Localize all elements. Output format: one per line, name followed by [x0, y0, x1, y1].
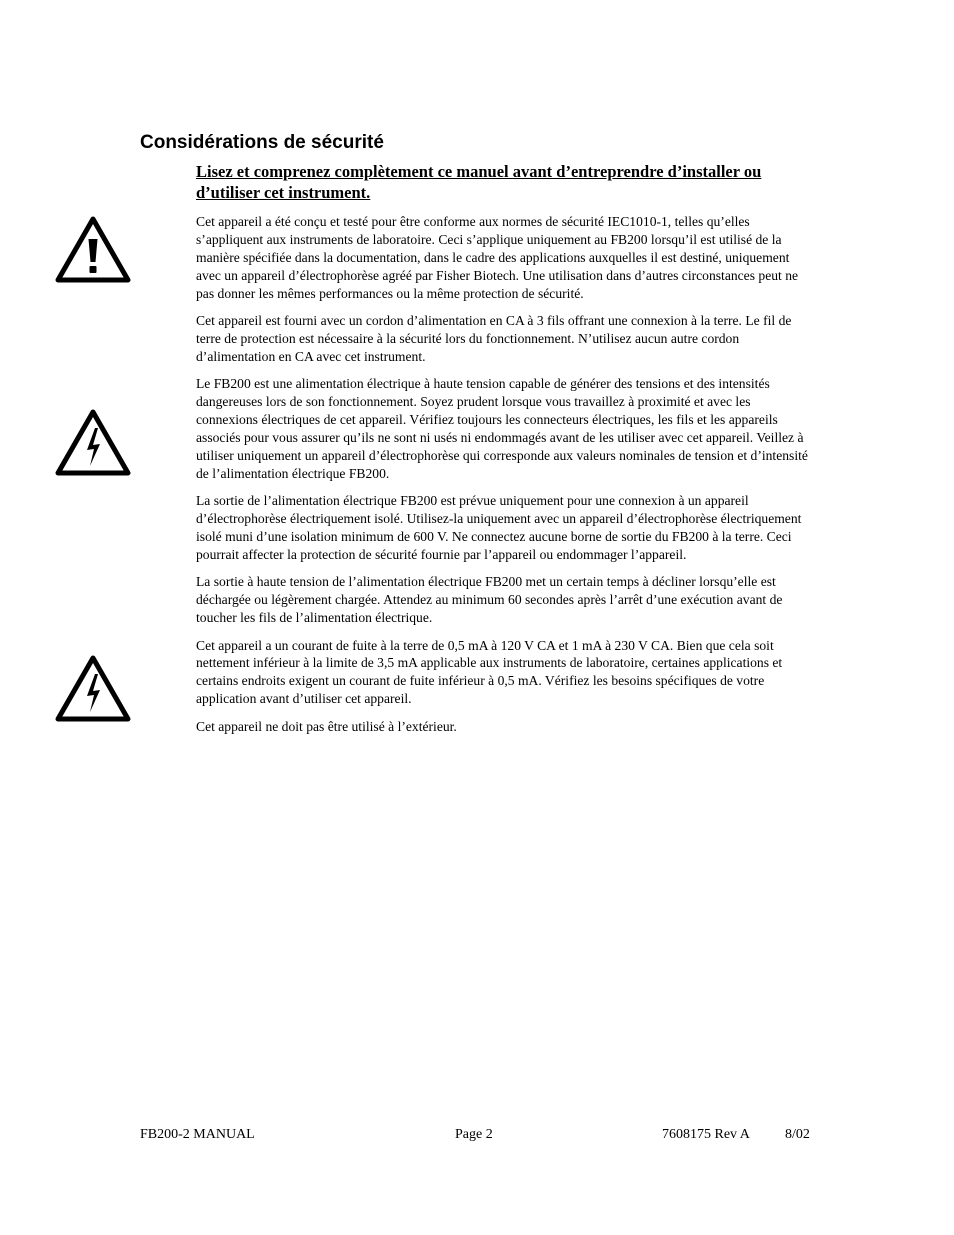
paragraph: Le FB200 est une alimentation électrique à haute tension capable de générer des tensions et des intensités dangereuses lors de son fonctionnement. Soyez prudent lorsque vous travaillez à proximité et avec les connexions électriques de cet appareil. Vérifiez toujours les connecteurs électriques, les fils et les appareils associés pour vous assurer qu’ils ne sont ni usés ni endommagés avant de les utiliser avec cet appareil. Veillez à utiliser uniquement un appareil d’électrophorèse qui corresponde aux valeurs nominales de tension et d’intensité de l’alimentation électrique FB200.: [196, 376, 808, 481]
footer-page-number: Page 2: [455, 1127, 493, 1142]
caution-icon: [54, 215, 132, 285]
paragraph: La sortie de l’alimentation électrique FB200 est prévue uniquement pour une connexion à un appareil d’électrophorèse électriquement isolé. Utilisez-la uniquement avec un appareil d’électrophorèse électriquement isolé muni d’une isolation minimum de 600 V. Ne connectez aucune borne de sortie du FB200 à la terre. Ceci pourrait affecter la protection de sécurité fournie par l’appareil ou endommager l’appareil.: [196, 493, 802, 562]
paragraph: Cet appareil est fourni avec un cordon d’alimentation en CA à 3 fils offrant une connexion à la terre. Le fil de terre de protection est nécessaire à la sécurité lors du fonctionnement. N’utilisez aucun autre cordon d’alimentation en CA avec cet instrument.: [196, 313, 792, 364]
footer-date: 8/02: [785, 1127, 810, 1142]
footer-document-code: 7608175 Rev A: [662, 1127, 750, 1142]
page-title: Considérations de sécurité: [140, 132, 384, 153]
page-footer: [140, 1125, 814, 1145]
safety-body: [196, 213, 814, 745]
high-voltage-icon: [54, 654, 132, 724]
paragraph: Cet appareil a été conçu et testé pour être conforme aux normes de sécurité IEC1010-1, telles qu’elles s’appliquent aux instruments de laboratoire. Ceci s’applique uniquement au FB200 lorsqu’il est utilisé de la manière spécifiée dans la documentation, dans le cadre des applications auxquelles il est destiné, uniquement avec un appareil d’électrophorèse agréé par Fisher Biotech. Une utilisation dans d’autres circonstances peut ne pas donner les mêmes performances ou la même protection de sécurité.: [196, 214, 799, 301]
paragraph: Cet appareil a un courant de fuite à la terre de 0,5 mA à 120 V CA et 1 mA à 230 V CA. Bien que cela soit nettement inférieur à la limite de 3,5 mA applicable aux instruments de laboratoire, certaines applications et certains endroits exigent un courant de fuite inférieur à 0,5 mA. Vérifiez les besoins spécifiques de votre application avant d’utiliser cet appareil.: [196, 637, 783, 707]
paragraph: Cet appareil ne doit pas être utilisé à l’extérieur.: [196, 718, 457, 734]
paragraph: La sortie à haute tension de l’alimentation électrique FB200 met un certain temps à décliner lorsqu’elle est déchargée ou légèrement chargée. Attendez au minimum 60 secondes après l’arrêt d’une exécution avant de toucher les fils de l’alimentation électrique.: [196, 574, 783, 626]
footer-manual-name: FB200-2 MANUAL: [140, 1127, 255, 1142]
warning-subheading: Lisez et comprenez complètement ce manuel avant d’entreprendre d’installer ou d’utiliser cet instrument.: [196, 162, 762, 202]
high-voltage-icon: [54, 408, 132, 478]
